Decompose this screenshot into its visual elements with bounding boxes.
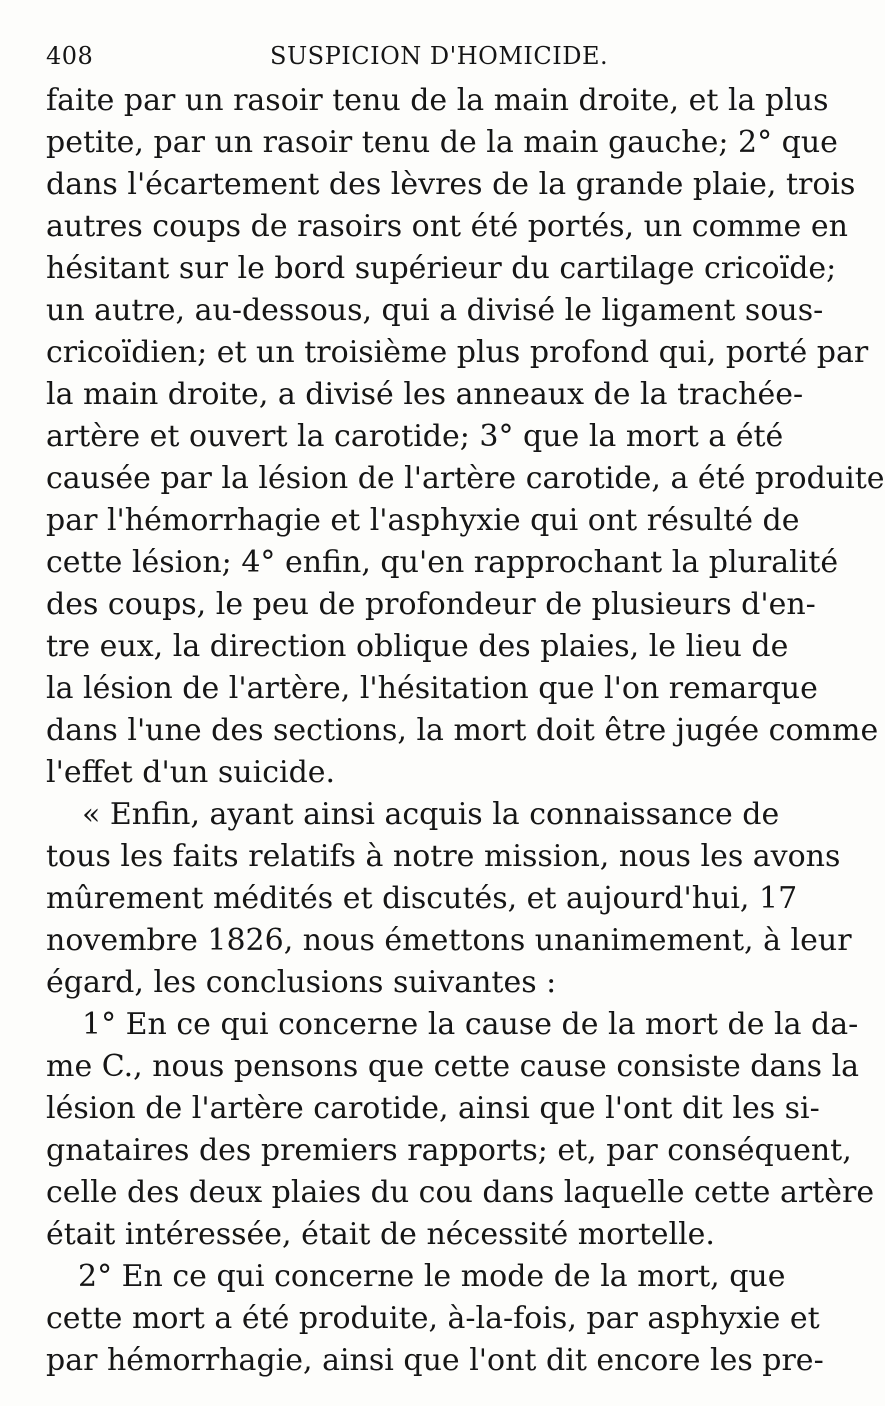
text-line: celle des deux plaies du cou dans laquelle cette artère <box>46 1175 875 1210</box>
text-line: me C., nous pensons que cette cause consiste dans la <box>46 1049 860 1084</box>
text-line: cricoïdien; et un troisième plus profond qui, porté par <box>46 335 869 370</box>
running-title: SUSPICION D'HOMICIDE. <box>270 42 609 70</box>
text-line: faite par un rasoir tenu de la main droite, et la plus <box>46 83 829 118</box>
text-line: autres coups de rasoirs ont été portés, un comme en <box>46 209 848 244</box>
text-line: petite, par un rasoir tenu de la main gauche; 2° que <box>46 125 838 160</box>
text-line: 1° En ce qui concerne la cause de la mort de la da- <box>82 1007 859 1042</box>
text-line: dans l'une des sections, la mort doit être jugée comme <box>46 713 879 748</box>
text-line: lésion de l'artère carotide, ainsi que l'ont dit les si- <box>46 1091 820 1126</box>
text-line: cette lésion; 4° enfin, qu'en rapprochant la pluralité <box>46 545 839 580</box>
text-line: 2° En ce qui concerne le mode de la mort, que <box>78 1259 786 1294</box>
text-line: par hémorrhagie, ainsi que l'ont dit encore les pre- <box>46 1343 824 1378</box>
text-line: par l'hémorrhagie et l'asphyxie qui ont résulté de <box>46 503 800 538</box>
text-line: novembre 1826, nous émettons unanimement, à leur <box>46 923 852 958</box>
text-line: des coups, le peu de profondeur de plusieurs d'en- <box>46 587 816 622</box>
text-line: tre eux, la direction oblique des plaies, le lieu de <box>46 629 789 664</box>
text-line: mûrement médités et discutés, et aujourd'hui, 17 <box>46 881 798 916</box>
page-header <box>46 42 736 78</box>
text-line: « Enfin, ayant ainsi acquis la connaissance de <box>82 797 780 832</box>
text-line: la main droite, a divisé les anneaux de la trachée- <box>46 377 804 412</box>
text-line: hésitant sur le bord supérieur du cartilage cricoïde; <box>46 251 837 286</box>
text-line: causée par la lésion de l'artère carotide, a été produite <box>46 461 885 496</box>
text-line: tous les faits relatifs à notre mission, nous les avons <box>46 839 841 874</box>
text-line: cette mort a été produite, à-la-fois, par asphyxie et <box>46 1301 820 1336</box>
text-line: la lésion de l'artère, l'hésitation que l'on remarque <box>46 671 818 706</box>
text-line: dans l'écartement des lèvres de la grande plaie, trois <box>46 167 856 202</box>
text-line: égard, les conclusions suivantes : <box>46 965 557 1000</box>
body-text <box>46 80 885 1382</box>
text-line: l'effet d'un suicide. <box>46 755 336 790</box>
page-number: 408 <box>46 42 94 70</box>
text-line: artère et ouvert la carotide; 3° que la mort a été <box>46 419 784 454</box>
text-line: un autre, au-dessous, qui a divisé le ligament sous- <box>46 293 824 328</box>
text-line: gnataires des premiers rapports; et, par conséquent, <box>46 1133 852 1168</box>
text-line: était intéressée, était de nécessité mortelle. <box>46 1217 715 1252</box>
